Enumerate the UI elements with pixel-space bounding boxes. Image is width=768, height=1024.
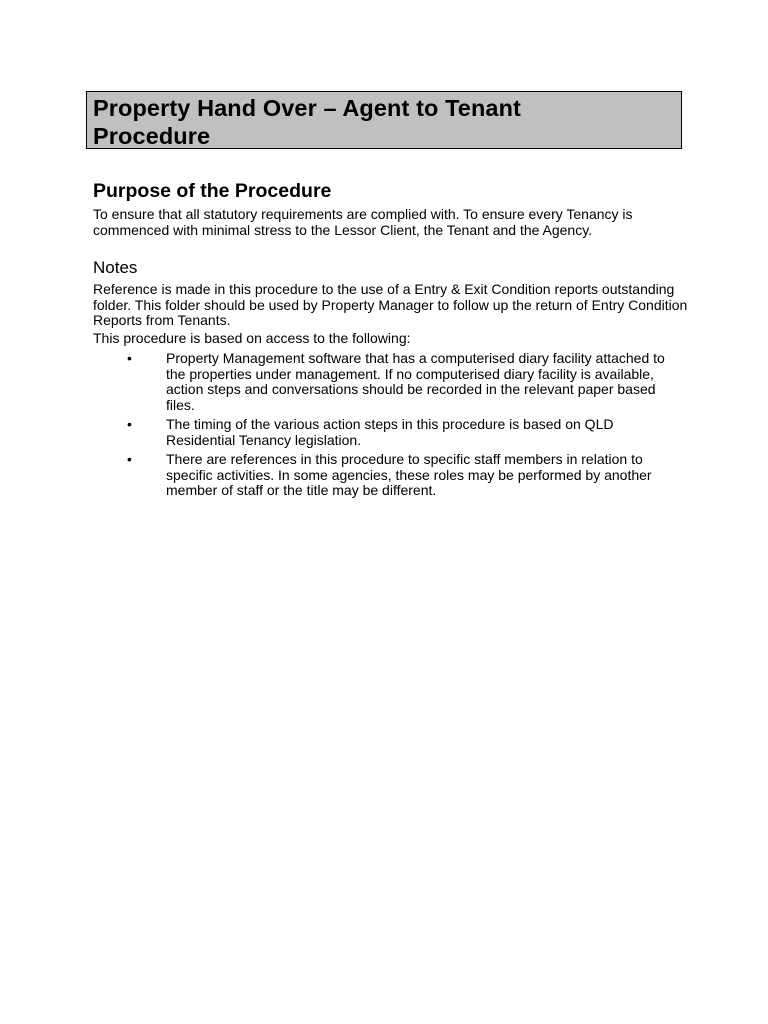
document-title-line-1: Property Hand Over – Agent to Tenant <box>93 95 521 121</box>
bullet-icon: • <box>127 350 132 366</box>
title-box <box>86 91 682 149</box>
list-item-text: Property Management software that has a computerised diary facility attached to the properties under management. If no computerised diary facility is available, action steps and conversations should be recorded in the relevant paper based files. <box>166 350 665 413</box>
list-item <box>93 452 693 499</box>
document-title-line-2: Procedure <box>93 123 211 149</box>
access-bullet-list <box>93 351 693 503</box>
list-item <box>93 351 693 413</box>
purpose-paragraph: To ensure that all statutory requirements are complied with. To ensure every Tenancy is commenced with minimal stress to the Lessor Client, the Tenant and the Agency. <box>93 206 633 238</box>
notes-heading: Notes <box>93 258 138 277</box>
purpose-heading: Purpose of the Procedure <box>93 180 332 202</box>
list-item-text: There are references in this procedure to specific staff members in relation to specific activities. In some agencies, these roles may be performed by another member of staff or the title may be different. <box>166 451 652 498</box>
bullet-icon: • <box>127 416 132 432</box>
access-intro-paragraph: This procedure is based on access to the following: <box>93 330 411 346</box>
list-item <box>93 417 693 448</box>
notes-paragraph: Reference is made in this procedure to the use of a Entry & Exit Condition reports outstanding folder. This folder should be used by Property Manager to follow up the return of Entry Condition Reports from Tenants. <box>93 281 688 328</box>
document-title <box>93 94 675 150</box>
bullet-icon: • <box>127 451 132 467</box>
list-item-text: The timing of the various action steps in this procedure is based on QLD Residential Tenancy legislation. <box>166 416 614 448</box>
